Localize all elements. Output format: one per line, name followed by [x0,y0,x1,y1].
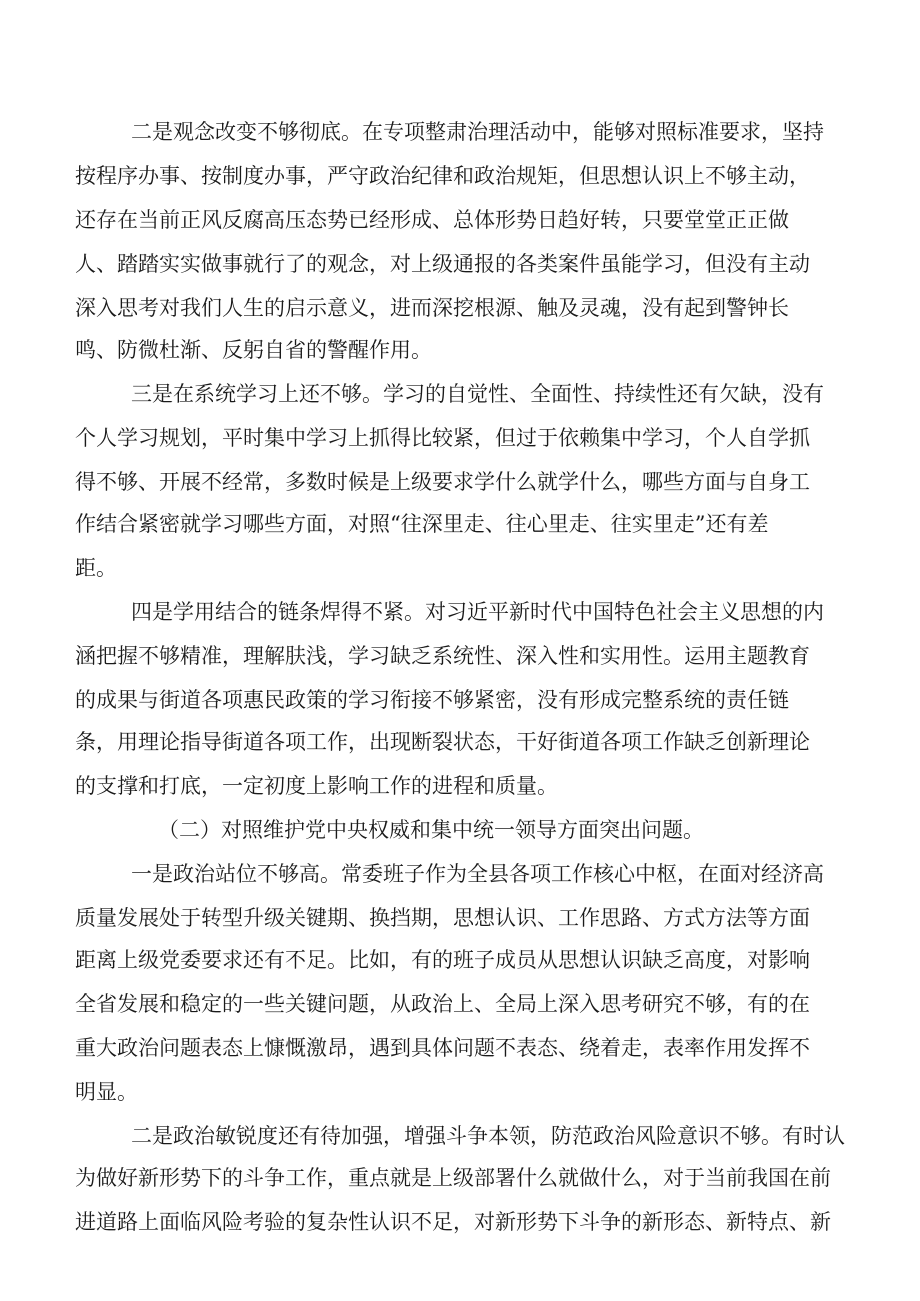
text-line: 质量发展处于转型升级关键期、换挡期，思想认识、工作思路、方式方法等方面 [75,906,810,930]
text-line: 为做好新形势下的斗争工作，重点就是上级部署什么就做什么，对于当前我国在前 [75,1166,831,1190]
text-line: 作结合紧密就学习哪些方面，对照“往深里走、往心里走、往实里走”还有差 [75,512,769,536]
text-line: 一是政治站位不够高。常委班子作为全县各项工作核心中枢，在面对经济高 [131,862,824,886]
text-line: 鸣、防微杜渐、反躬自省的警醒作用。 [75,338,432,362]
text-line: 按程序办事、按制度办事，严守政治纪律和政治规矩，但思想认识上不够主动， [75,164,810,188]
text-line: 进道路上面临风险考验的复杂性认识不足，对新形势下斗争的新形态、新特点、新 [75,1210,831,1234]
text-line: 重大政治问题表态上慷慨激昂，遇到具体问题不表态、绕着走，表率作用发挥不 [75,1036,810,1060]
text-line: 二是政治敏锐度还有待加强，增强斗争本领，防范政治风险意识不够。有时认 [131,1124,845,1148]
text-line: 三是在系统学习上还不够。学习的自觉性、全面性、持续性还有欠缺，没有 [131,382,824,406]
text-line: 条，用理论指导街道各项工作，出现断裂状态，干好街道各项工作缺乏创新理论 [75,730,810,754]
text-line: 四是学用结合的链条焊得不紧。对习近平新时代中国特色社会主义思想的内 [131,600,824,624]
text-line: 还存在当前正风反腐高压态势已经形成、总体形势日趋好转，只要堂堂正正做 [75,208,789,232]
text-line: 涵把握不够精准，理解肤浅，学习缺乏系统性、深入性和实用性。运用主题教育 [75,644,810,668]
text-line: 距离上级党委要求还有不足。比如，有的班子成员从思想认识缺乏高度，对影响 [75,948,810,972]
text-line: 得不够、开展不经常，多数时候是上级要求学什么就学什么，哪些方面与自身工 [75,470,810,494]
text-line: 深入思考对我们人生的启示意义，进而深挖根源、触及灵魂，没有起到警钟长 [75,296,789,320]
text-line: 人、踏踏实实做事就行了的观念，对上级通报的各类案件虽能学习，但没有主动 [75,252,810,276]
text-line: 的支撑和打底，一定初度上影响工作的进程和质量。 [75,774,558,798]
section-heading: （二）对照维护党中央权威和集中统一领导方面突出问题。 [158,818,704,842]
text-line: 二是观念改变不够彻底。在专项整肃治理活动中，能够对照标准要求，坚持 [131,120,824,144]
text-line: 全省发展和稳定的一些关键问题，从政治上、全局上深入思考研究不够，有的在 [75,992,810,1016]
text-line: 明显。 [75,1080,138,1104]
text-line: 个人学习规划，平时集中学习上抓得比较紧，但过于依赖集中学习，个人自学抓 [75,426,810,450]
text-line: 距。 [75,556,117,580]
text-line: 的成果与街道各项惠民政策的学习衔接不够紧密，没有形成完整系统的责任链 [75,688,789,712]
